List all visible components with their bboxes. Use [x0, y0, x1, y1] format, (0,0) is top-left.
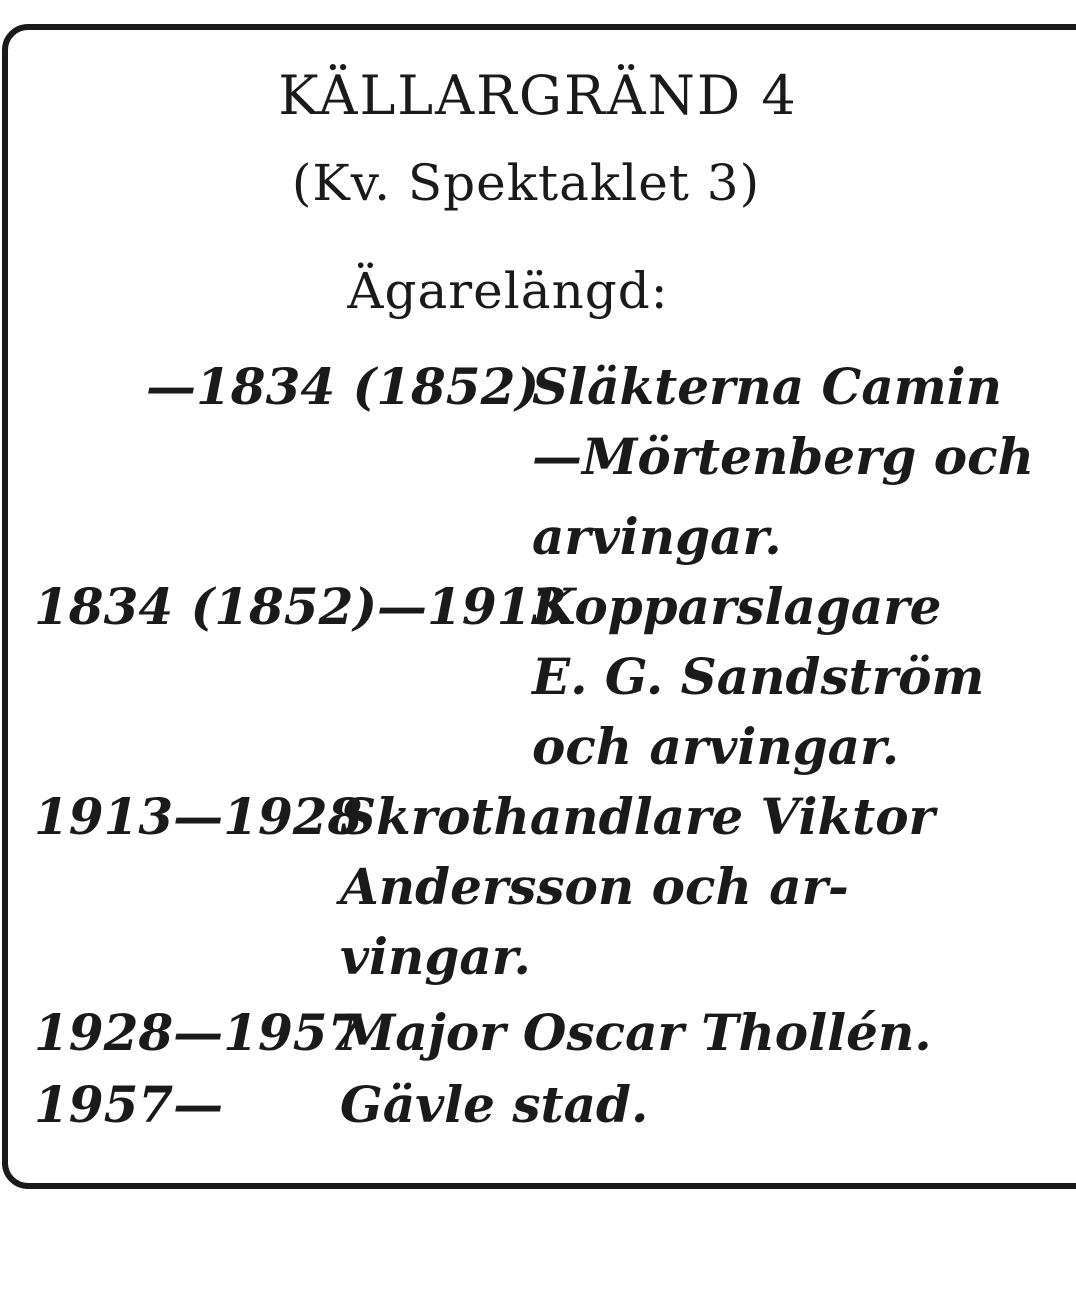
entry-line: Skrothandlare Viktor	[340, 787, 935, 846]
entry-line: Släkterna Camin	[532, 357, 1002, 416]
section-heading: Ägarelängd:	[347, 262, 669, 320]
entry-line: Gävle stad.	[340, 1075, 649, 1134]
entry-date: 1834 (1852)—1913	[34, 577, 567, 636]
entry-line: Kopparslagare	[532, 577, 942, 636]
entry-line: E. G. Sandström	[532, 647, 985, 706]
entry-line: Andersson och ar-	[340, 857, 849, 916]
page-title: KÄLLARGRÄND 4	[278, 64, 798, 127]
entry-line: och arvingar.	[532, 717, 900, 776]
entry-line: Major Oscar Thollén.	[340, 1003, 932, 1062]
entry-date: 1928—1957	[34, 1003, 363, 1062]
entry-date: 1957—	[34, 1075, 224, 1134]
entry-date: —1834 (1852)	[146, 357, 540, 416]
entry-line: —Mörtenberg och	[532, 427, 1034, 486]
entry-date: 1913—1928	[34, 787, 363, 846]
entry-line: arvingar.	[532, 507, 782, 566]
page-subtitle: (Kv. Spektaklet 3)	[291, 154, 761, 212]
entry-line: vingar.	[340, 927, 531, 986]
